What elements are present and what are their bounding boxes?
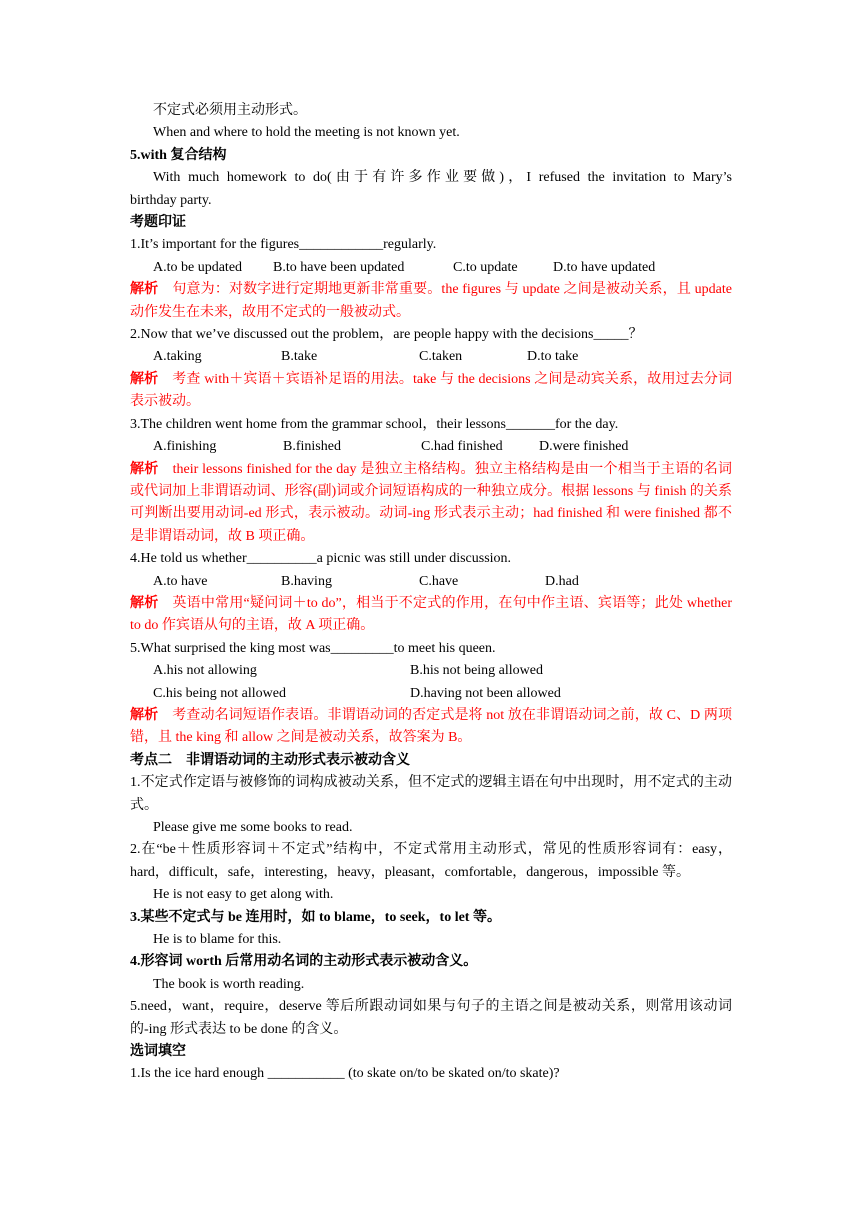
option-d: D.having not been allowed [410,685,561,701]
question-5-analysis [130,705,732,750]
option-a: A.taking [153,349,202,365]
option-c: C.had finished [421,439,503,455]
option-b: B.finished [283,439,341,455]
option-d: D.to take [527,349,579,365]
option-a: A.to be updated [153,259,243,275]
option-a: A.to have [153,573,208,589]
question-1-stem: 1.It’s important for the figures____________regularly. [130,237,437,253]
rule-1-example: Please give me some books to read. [153,820,353,835]
option-c: C.taken [419,349,463,365]
analysis-text: 句意为：对数字进行定期地更新非常重要。the figures 与 update 之间是被动关系，且 update 动作发生在未来，故用不定式的一般被动式。 [130,282,732,320]
question-3-options [130,436,732,458]
fill-in-heading: 选词填空 [130,1044,186,1060]
document-page [130,100,732,1086]
option-c: C.to update [453,259,518,275]
option-b: B.his not being allowed [410,663,543,679]
question-5-stem: 5.What surprised the king most was_________to meet his queen. [130,640,496,656]
question-2-options [130,346,732,368]
option-d: D.were finished [539,439,629,455]
rule-3: 3.某些不定式与 be 连用时，如 to blame，to seek，to let 等。 [130,909,501,925]
rule-1: 1.不定式作定语与被修饰的词构成被动关系，但不定式的逻辑主语在句中出现时，用不定式的主动式。 [130,775,732,813]
question-3-analysis [130,459,732,549]
question-4-analysis [130,593,732,638]
option-a: A.his not allowing [153,663,257,679]
option-c: C.have [419,573,459,589]
question-3-stem: 3.The children went home from the grammar school，their lessons_______for the day. [130,416,619,432]
question-4-options [130,571,732,593]
option-d: D.to have updated [553,259,656,275]
analysis-text: 考查动名词短语作表语。非谓语动词的否定式是将 not 放在非谓语动词之前，故 C、D 两项错，且 the king 和 allow 之间是被动关系，故答案为 B。 [130,707,733,746]
question-2-analysis [130,369,732,414]
rule-4-example: The book is worth reading. [153,976,305,992]
rule-2-example: He is not easy to get along with. [153,887,334,903]
analysis-text: their lessons finished for the day 是独立主格结构。独立主格结构是由一个相当于主语的名词或代词加上非谓语动词、形容(副)词或介词短语构成的一种独立成分。根据 lessons 与 finish 的关系可判断出要用动词-ed 形式，表示被动。动词-ing 形式表示主动；had finished 和 were finished 都不是非谓语动词，故 B 项正确。 [130,461,732,544]
question-1-options [130,257,732,279]
intro-example: When and where to hold the meeting is not known yet. [153,125,460,141]
question-4-stem: 4.He told us whether__________a picnic was still under discussion. [130,551,512,567]
rule-5: 5.need，want，require，deserve 等后所跟动词如果与句子的主语之间是被动关系，则常用该动词的-ing 形式表达 to be done 的含义。 [130,999,732,1037]
analysis-label: 解析 [130,595,159,611]
rule-2: 2.在“be＋性质形容词＋不定式”结构中，不定式常用主动形式，常见的性质形容词有：easy，hard，difficult，safe，interesting，heavy，pleasant，comfortable，dangerous，impossible 等。 [130,842,732,880]
kaodian-2-heading: 考点二 非谓语动词的主动形式表示被动含义 [130,752,410,768]
question-5-options-row2 [130,683,732,705]
option-c: C.his being not allowed [153,685,286,701]
fill-in-question-1: 1.Is the ice hard enough ___________ (to skate on/to be skated on/to skate)? [130,1066,560,1082]
analysis-text: 考查 with＋宾语＋宾语补足语的用法。take 与 the decisions 之间是动宾关系，故用过去分词表示被动。 [130,371,732,410]
analysis-label: 解析 [130,707,159,723]
option-a: A.finishing [153,439,217,455]
analysis-text: 英语中常用“疑问词＋to do”，相当于不定式的作用，在句中作主语、宾语等；此处 whether to do 作宾语从句的主语，故 A 项正确。 [130,595,733,634]
exam-section-heading: 考题印证 [130,215,186,231]
with-structure-example-line2: birthday party. [130,192,212,208]
section-with-structure-heading: 5.with 复合结构 [130,147,227,163]
option-b: B.having [281,573,332,589]
question-2-stem: 2.Now that we’ve discussed out the problem，are people happy with the decisions_____？ [130,327,643,343]
question-1-analysis [130,279,732,324]
analysis-label: 解析 [130,461,159,477]
option-b: B.take [281,349,318,365]
question-5-options-row1 [130,660,732,682]
with-structure-example-line1: With much homework to do(由于有许多作业要做)，I refused the invitation to Mary’s [153,170,732,186]
option-b: B.to have been updated [273,259,405,275]
rule-4: 4.形容词 worth 后常用动名词的主动形式表示被动含义。 [130,954,478,970]
analysis-label: 解析 [130,371,159,387]
option-d: D.had [545,573,579,589]
rule-3-example: He is to blame for this. [153,932,282,948]
intro-note: 不定式必须用主动形式。 [153,103,307,118]
analysis-label: 解析 [130,282,159,298]
